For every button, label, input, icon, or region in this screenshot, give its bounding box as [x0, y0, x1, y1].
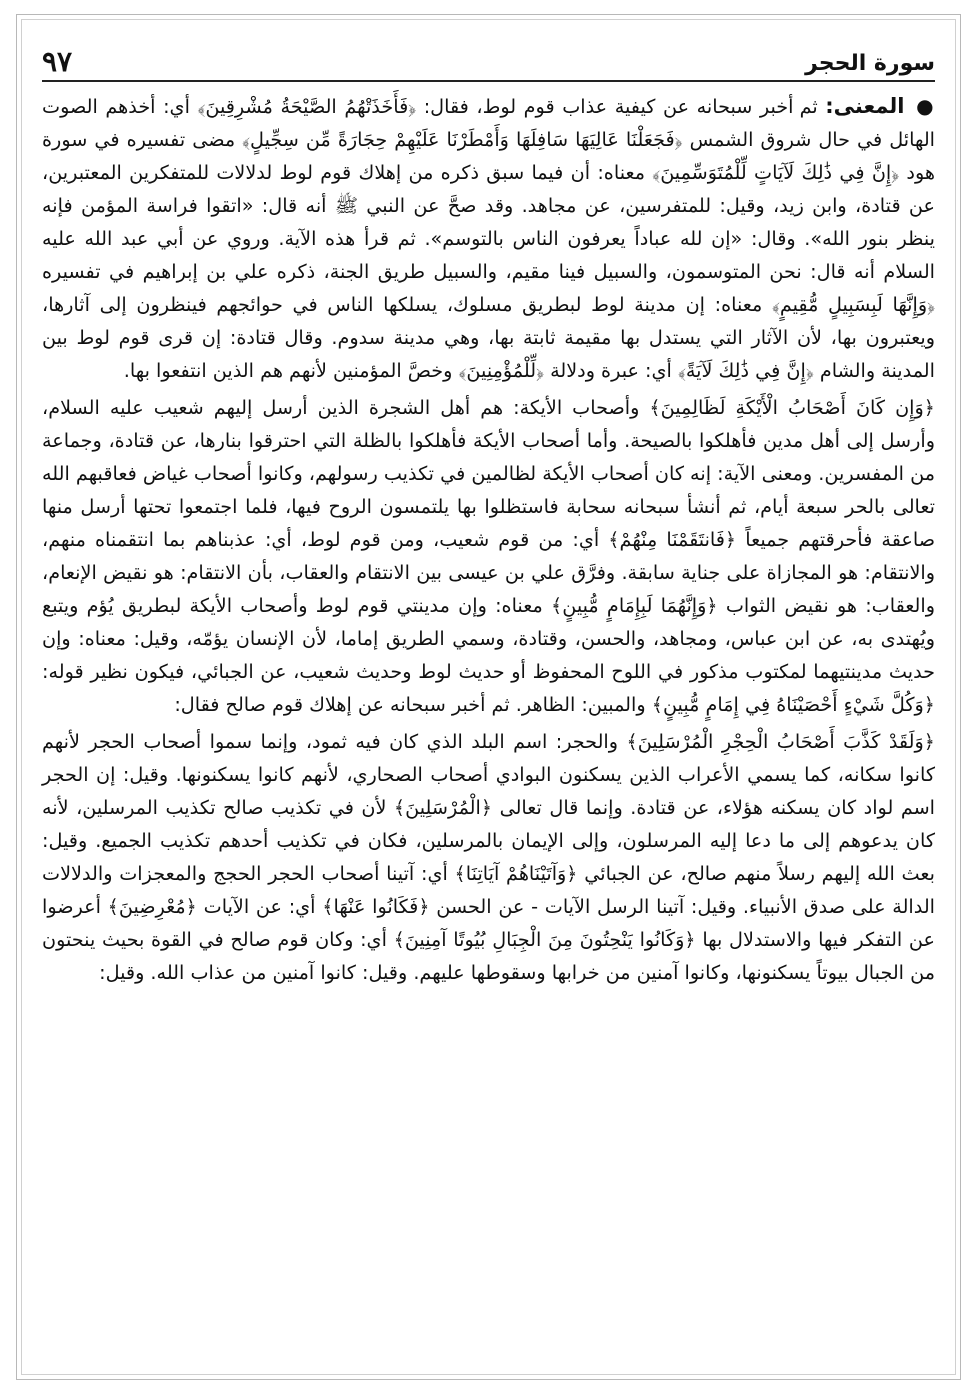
section-lead: المعنى: [825, 94, 905, 118]
paragraph-text: ثم أخبر سبحانه عن كيفية عذاب قوم لوط، فقال: ﴿فَأَخَذَتْهُمُ الصَّيْحَةُ مُشْرِقِينَ﴾ أي: أخذهم الصوت الهائل في حال شروق الشمس ﴿فَجَعَلْنَا عَالِيَهَا سَافِلَهَا وَأَمْطَرْنَا عَلَيْهِمْ حِجَارَةً مِّن سِجِّيلٍ﴾ مضى تفسيره في سورة هود ﴿إِنَّ فِي ذَٰلِكَ لَآيَاتٍ لِّلْمُتَوَسِّمِينَ﴾ معناه: أن فيما سبق ذكره من إهلاك قوم لوط لدلالات للمتفكرين المعتبرين، عن قتادة، وابن زيد، وقيل: للمتفرسين، عن مجاهد. وقد صحَّ عن النبي ﷺ أنه قال: «اتقوا فراسة المؤمن فإنه ينظر بنور الله». وقال: «إن لله عباداً يعرفون الناس بالتوسم». ثم قرأ هذه الآية. وروي عن أبي عبد الله عليه السلام أنه قال: نحن المتوسمون، والسبيل فينا مقيم، والسبيل طريق الجنة، ذكره علي بن إبراهيم في تفسيره ﴿وَإِنَّهَا لَبِسَبِيلٍ مُّقِيمٍ﴾ معناه: إن مدينة لوط لبطريق مسلوك، يسلكها الناس في حوائجهم فينظرون إلى آثارها، ويعتبرون بها، لأن الآثار التي يستدل بها مقيمة ثابتة بها، وهي مدينة سدوم. وقال قتادة: إن قرى قوم لوط بين المدينة والشام ﴿إِنَّ فِي ذَٰلِكَ لَآيَةً﴾ أي: عبرة ودلالة ﴿لِّلْمُؤْمِنِينَ﴾ وخصَّ المؤمنين لأنهم هم الذين انتفعوا بها. [42, 95, 935, 382]
tafsir-text [42, 90, 935, 989]
paragraph-text: ﴿وَإِن كَانَ أَصْحَابُ الْأَيْكَةِ لَظَالِمِينَ﴾ وأصحاب الأيكة: هم أهل الشجرة الذين أرسل إليهم شعيب عليه السلام، وأرسل إلى أهل مدين فأهلكوا بالصيحة. وأما أصحاب الأيكة فأهلكوا بالظلة التي احترقوا بنارها، عن قتادة، وجماعة من المفسرين. ومعنى الآية: إنه كان أصحاب الأيكة لظالمين في تكذيب رسولهم، وكانوا أصحاب غياض فعاقبهم الله تعالى بالحر سبعة أيام، ثم أنشأ سبحانه سحابة فاستظلوا بها يلتمسون الروح فيها، فلما اجتمعوا تحتها أرسل منها صاعقة فأحرقتهم جميعاً ﴿فَانتَقَمْنَا مِنْهُمْ﴾ أي: من قوم شعيب، ومن قوم لوط، أي: عذبناهم بما انتقمناه منهم، والانتقام: هو المجازاة على جناية سابقة. وفرَّق علي بن عيسى بين الانتقام والعقاب، بأن الانتقام: هو نقيض الإنعام، والعقاب: هو نقيض الثواب ﴿وَإِنَّهُمَا لَبِإِمَامٍ مُّبِينٍ﴾ معناه: وإن مدينتي قوم لوط وأصحاب الأيكة لبطريق يُؤم ويتبع ويُهتدى به، عن ابن عباس، ومجاهد، والحسن، وقتادة، وسمي الطريق إماما، لأن الإنسان يؤمّه، وقيل: معناه: وإن حديث مدينتيهما لمكتوب مذكور في اللوح المحفوظ أو حديث لوط وحديث شعيب، عن الجبائي، فيكون نظير قوله: ﴿وَكُلَّ شَيْءٍ أَحْصَيْنَاهُ فِي إِمَامٍ مُّبِينٍ﴾ والمبين: الظاهر. ثم أخبر سبحانه عن إهلاك قوم صالح فقال: [42, 396, 935, 716]
paragraph [42, 391, 935, 721]
page-number: ٩٧ [42, 45, 73, 78]
page-header [42, 36, 935, 82]
paragraph-text: ﴿وَلَقَدْ كَذَّبَ أَصْحَابُ الْحِجْرِ الْمُرْسَلِينَ﴾ والحجر: اسم البلد الذي كان فيه ثمود، وإنما سموا أصحاب الحجر لأنهم كانوا سكانه، كما يسمي الأعراب الذين يسكنون البوادي أصحاب الصحاري، لأنهم كانوا يسكنونها. وقيل: إن الحجر اسم لواد كان يسكنه هؤلاء، عن قتادة. وإنما قال تعالى ﴿الْمُرْسَلِينَ﴾ لأن في تكذيب صالح تكذيب المرسلين، لأنه كان يدعوهم إلى ما دعا إليه المرسلون، وإلى الإيمان بالمرسلين، فكان في تكذيب أحدهم تكذيب الجميع. وقيل: بعث الله إليهم رسلاً منهم صالح، عن الجبائي ﴿وَآتَيْنَاهُمْ آيَاتِنَا﴾ أي: آتينا أصحاب الحجر الحجج والمعجزات والدلالات الدالة على صدق الأنبياء. وقيل: آتينا الرسل الآيات - عن الحسن ﴿فَكَانُوا عَنْهَا﴾ أي: عن الآيات ﴿مُعْرِضِينَ﴾ أعرضوا عن التفكر فيها والاستدلال بها ﴿وَكَانُوا يَنْحِتُونَ مِنَ الْجِبَالِ بُيُوتًا آمِنِينَ﴾ أي: وكان قوم صالح في القوة بحيث ينحتون من الجبال بيوتاً يسكنونها، وكانوا آمنين من خرابها وسقوطها عليهم. وقيل: كانوا آمنين من عذاب الله. وقيل: [42, 730, 935, 984]
paragraph [42, 90, 935, 387]
paragraph [42, 725, 935, 989]
bullet-icon: ● [916, 94, 936, 118]
surah-title: سورة الحجر [805, 51, 935, 76]
